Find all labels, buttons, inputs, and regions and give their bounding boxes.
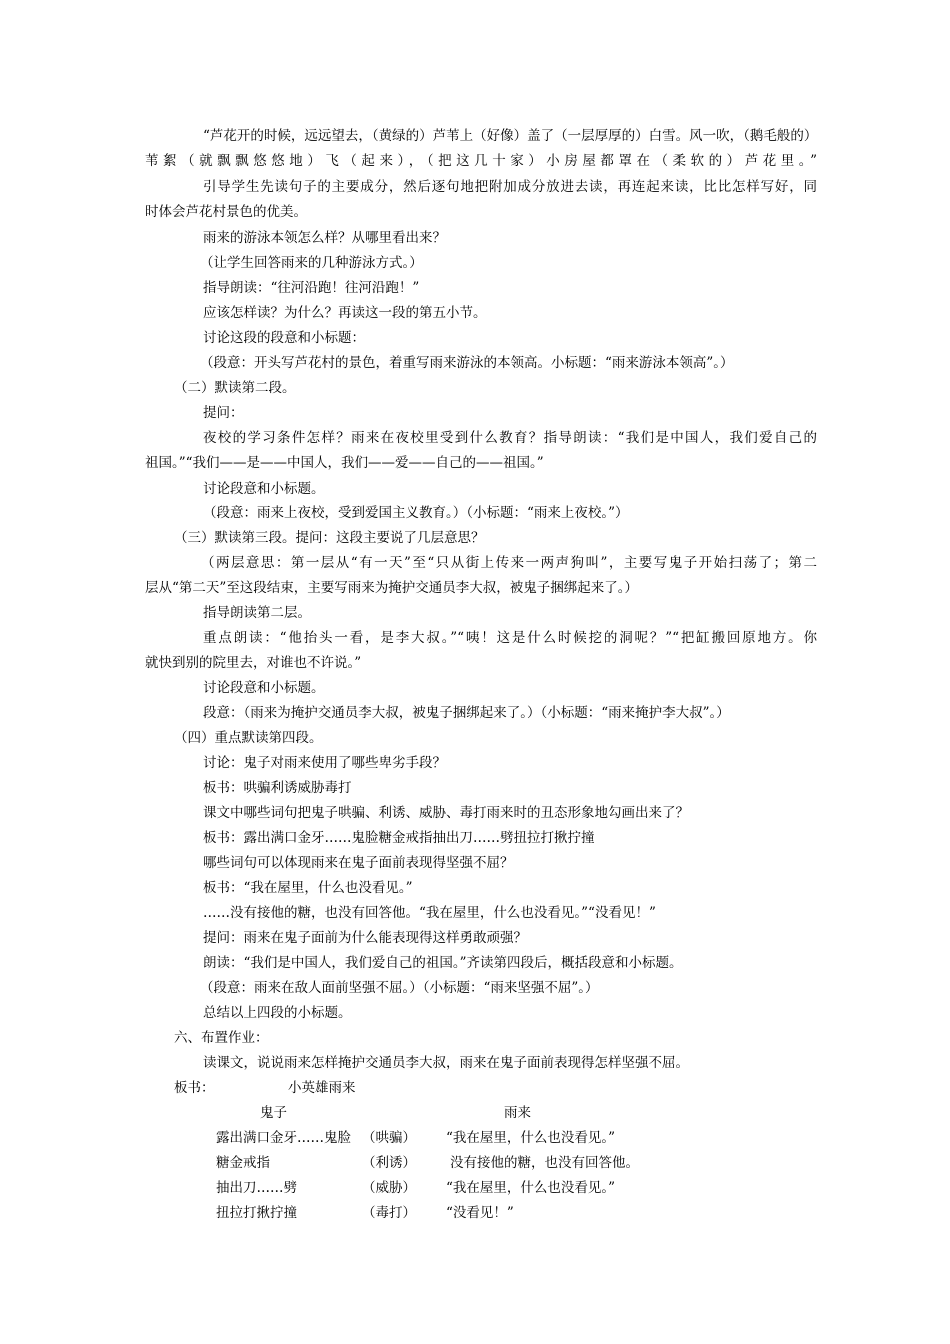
board-row-response: “我在屋里，什么也没看见。” [446, 1130, 616, 1146]
section-heading: （四）重点默读第四段。 [174, 730, 323, 746]
paragraph-line: （段意：雨来上夜校，受到爱国主义教育。）（小标题：“雨来上夜校。”） [203, 505, 629, 521]
paragraph-line: 哪些词句可以体现雨来在鬼子面前表现得坚强不屈？ [203, 855, 514, 871]
board-row-action: 露出满口金牙……鬼脸 [216, 1130, 351, 1146]
board-row-tactic: （毒打） [362, 1205, 416, 1221]
paragraph-line: 提问： [203, 405, 244, 421]
board-row-response: 没有接他的糖，也没有回答他。 [450, 1155, 639, 1171]
board-row-action: 糖金戒指 [216, 1155, 270, 1171]
paragraph-line: 夜校的学习条件怎样？雨来在夜校里受到什么教育？指导朗读：“我们是中国人，我们爱自己的 [203, 430, 817, 446]
board-row-response: “我在屋里，什么也没看见。” [446, 1180, 616, 1196]
paragraph-line: 指导朗读：“往河沿跑！往河沿跑！” [203, 280, 420, 296]
paragraph-line: 讨论段意和小标题。 [203, 680, 325, 696]
board-row-response: “没看见！” [446, 1205, 514, 1221]
board-row-tactic: （利诱） [362, 1155, 416, 1171]
paragraph-line: 讨论：鬼子对雨来使用了哪些卑劣手段？ [203, 755, 446, 771]
paragraph-line: 应该怎样读？为什么？再读这一段的第五小节。 [203, 305, 487, 321]
paragraph-line: （段意：雨来在敌人面前坚强不屈。）（小标题：“雨来坚强不屈”。） [200, 980, 599, 996]
paragraph-line: 时体会芦花村景色的优美。 [145, 204, 307, 220]
paragraph-line: 祖国。”“我们——是——中国人，我们——爱——自己的——祖国。” [145, 455, 544, 471]
paragraph-line: 板书：哄骗利诱威胁毒打 [203, 780, 352, 796]
paragraph-line: 就快到别的院里去，对谁也不许说。” [145, 655, 362, 671]
paragraph-line: 提问：雨来在鬼子面前为什么能表现得这样勇敢顽强？ [203, 930, 527, 946]
board-row-tactic: （哄骗） [362, 1130, 416, 1146]
paragraph-line: 板书：露出满口金牙……鬼脸糖金戒指抽出刀……劈扭拉打揪拧撞 [203, 830, 595, 846]
paragraph-line: 总结以上四段的小标题。 [203, 1005, 352, 1021]
paragraph-line: （让学生回答雨来的几种游泳方式。） [200, 255, 423, 271]
board-label: 板书： [174, 1080, 215, 1096]
section-heading: 六、布置作业： [174, 1030, 269, 1046]
paragraph-line: 苇絮（就飘飘悠悠地）飞（起来），（把这几十家）小房屋都罩在（柔软的）芦花里。” [145, 153, 817, 169]
board-right-header: 雨来 [504, 1105, 531, 1121]
paragraph-line: 引导学生先读句子的主要成分，然后逐句地把附加成分放进去读，再连起来读，比比怎样写好，同 [203, 179, 817, 195]
paragraph-line: （段意：开头写芦花村的景色，着重写雨来游泳的本领高。小标题：“雨来游泳本领高”。） [200, 355, 734, 371]
paragraph-line: “芦花开的时候，远远望去，（黄绿的）芦苇上（好像）盖了（一层厚厚的）白雪。风一吹，（鹅毛般的） [203, 128, 817, 144]
paragraph-line: 重点朗读：“他抬头一看，是李大叔。”“咦！这是什么时候挖的洞呢？”“把缸搬回原地方。你 [203, 630, 817, 646]
board-row-action: 抽出刀……劈 [216, 1180, 297, 1196]
paragraph-line: 层从“第二天”至这段结束，主要写雨来为掩护交通员李大叔，被鬼子捆绑起来了。） [145, 580, 639, 596]
paragraph-line: 讨论这段的段意和小标题： [203, 330, 365, 346]
board-row-tactic: （威胁） [362, 1180, 416, 1196]
board-left-header: 鬼子 [260, 1105, 287, 1121]
paragraph-line: 课文中哪些词句把鬼子哄骗、利诱、威胁、毒打雨来时的丑态形象地勾画出来了？ [203, 805, 689, 821]
paragraph-line: 读课文，说说雨来怎样掩护交通员李大叔，雨来在鬼子面前表现得怎样坚强不屈。 [203, 1055, 689, 1071]
paragraph-line: ……没有接他的糖，也没有回答他。“我在屋里，什么也没看见。”“没看见！” [203, 905, 656, 921]
paragraph-line: 指导朗读第二层。 [203, 605, 311, 621]
section-heading: （二）默读第二段。 [174, 380, 296, 396]
paragraph-line: 雨来的游泳本领怎么样？从哪里看出来？ [203, 230, 446, 246]
board-title: 小英雄雨来 [288, 1080, 356, 1096]
section-heading: （三）默读第三段。提问：这段主要说了几层意思？ [174, 530, 485, 546]
paragraph-line: 板书：“我在屋里，什么也没看见。” [203, 880, 413, 896]
board-row-action: 扭拉打揪拧撞 [216, 1205, 297, 1221]
paragraph-line: （两层意思：第一层从“有一天”至“只从街上传来一两声狗叫”，主要写鬼子开始扫荡了；第二 [201, 555, 817, 571]
paragraph-line: 讨论段意和小标题。 [203, 481, 325, 497]
paragraph-line: 朗读：“我们是中国人，我们爱自己的祖国。”齐读第四段后，概括段意和小标题。 [203, 955, 683, 971]
paragraph-line: 段意：（雨来为掩护交通员李大叔，被鬼子捆绑起来了。）（小标题：“雨来掩护李大叔”。） [203, 705, 730, 721]
